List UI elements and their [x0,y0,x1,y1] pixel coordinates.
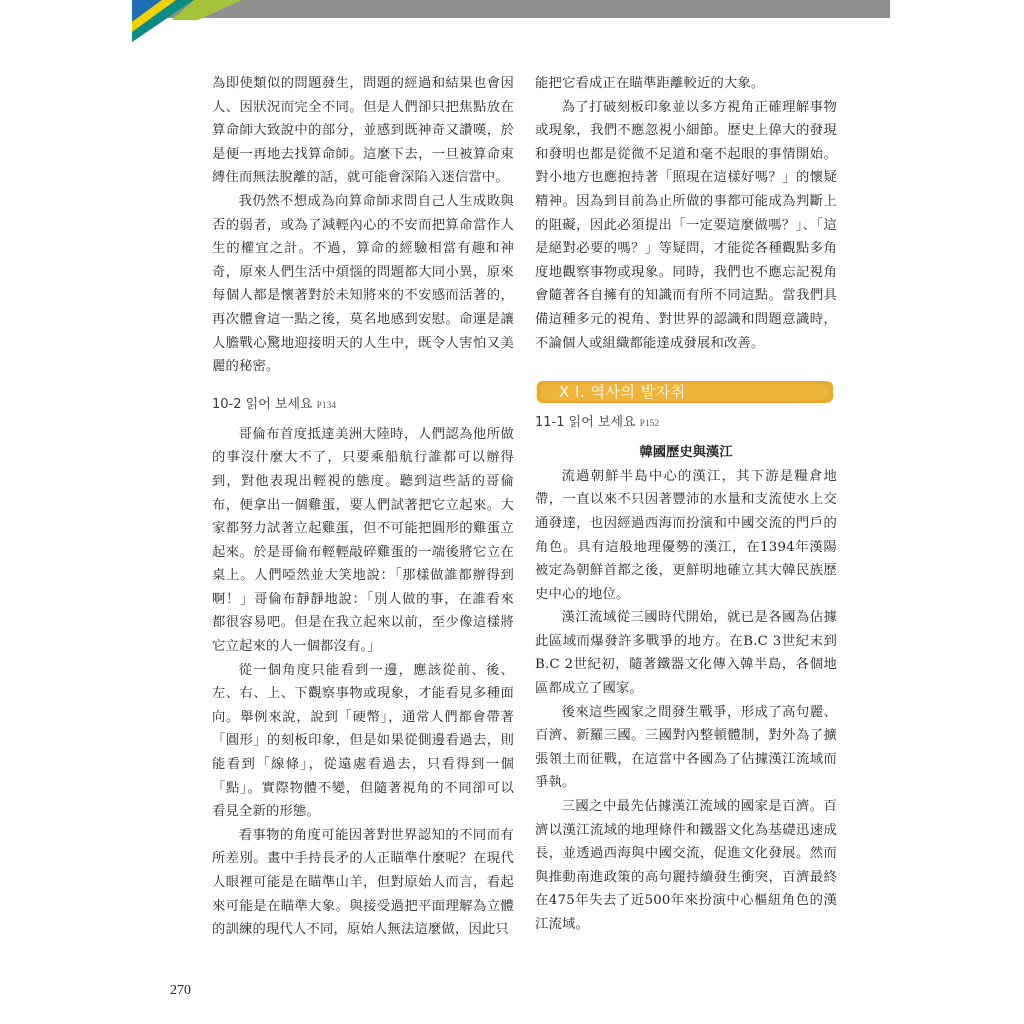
section-page-ref: P134 [316,400,337,411]
body-paragraph: 流過朝鮮半島中心的漢江，其下游是糧倉地帶，一直以來不只因著豐沛的水量和支流使水上交通發達，也因經過西海而扮演和中國交流的門戶的角色。具有這般地理優勢的漢江，在1394年漢陽被定為朝鮮首都之後，更鮮明地確立其大韓民族歷史中心的地位。 [535,468,837,602]
body-paragraph: 三國之中最先佔據漢江流域的國家是百濟。百濟以漢江流域的地理條件和鐵器文化為基礎迅速成長，並透過西海與中國交流，促進文化發展。然而與推動南進政策的高句麗持續發生衝突，百濟最終在475年失去了近500年來扮演中心樞紐角色的漢江流域。 [535,799,837,932]
body-paragraph: 為即使類似的問題發生，問題的經過和結果也會因人、因狀況而完全不同。但是人們卻只把焦點放在算命師大致說中的部分，並感到既神奇又讚嘆，於是便一再地去找算命師。這麼下去，一旦被算命束縛住而無法脫離的話，就可能會深陷入迷信當中。 [212,76,514,186]
section-heading [535,413,837,434]
chapter-title: X Ⅰ. 역사의 발자취 [559,383,686,402]
body-paragraph: 後來這些國家之間發生戰爭，形成了高句麗、百濟、新羅三國。三國對內整頓體制，對外為了擴張領土而征戰，在這當中各國為了佔據漢江流域而爭執。 [535,704,837,791]
page-number: 270 [170,983,191,998]
body-paragraph: 從一個角度只能看到一邊，應該從前、後、左、右、上、下觀察事物或現象，才能看見多種面向。舉例來說，說到「硬幣」，通常人們都會帶著「圓形」的刻板印象，但是如果從側邊看過去，則能看到「線條」，從遠處看過去，只看得到一個「點」。實際物體不變，但隨著視角的不同卻可以看見全新的形態。 [212,662,514,820]
body-paragraph: 漢江流域從三國時代開始，就已是各國為佔據此區域而爆發許多戰爭的地方。在B.C 3世紀末到B.C 2世紀初，隨著鐵器文化傳入韓半島，各個地區都成立了國家。 [535,610,837,697]
right-column [535,72,837,937]
section-page-ref: P152 [639,419,660,430]
chapter-banner [533,379,835,405]
section-title: 11-1 읽어 보세요 [535,415,636,431]
section-title: 10-2 읽어 보세요 [212,396,313,412]
section-heading [212,395,514,416]
left-column [212,72,514,942]
body-paragraph: 為了打破刻板印象並以多方視角正確理解事物或現象，我們不應忽視小細節。歷史上偉大的發現和發明也都是從微不足道和毫不起眼的事情開始。對小地方也應抱持著「照現在這樣好嗎？」的懷疑精神。因為到目前為止所做的事都可能成為判斷上的阻礙，因此必須提出「一定要這麼做嗎？」、「這是絕對必要的嗎？」等疑問，才能從各種觀點多角度地觀察事物或現象。同時，我們也不應忘記視角會隨著各自擁有的知識而有所不同這點。當我們具備這種多元的視角、對世界的認識和問題意識時，不論個人或組織都能達成發展和改善。 [535,99,837,351]
body-paragraph: 我仍然不想成為向算命師求問自己人生成敗與否的弱者，或為了減輕內心的不安而把算命當作人生的權宜之計。不過，算命的經驗相當有趣和神奇，原來人們生活中煩惱的問題都大同小異，原來每個人都是懷著對於未知將來的不安感而活著的，再次體會這一點之後，莫名地感到安慰。命運是讓人膽戰心驚地迎接明天的人生中，既令人害怕又美麗的秘密。 [212,193,514,375]
header-bar [132,0,890,18]
body-paragraph: 哥倫布首度抵達美洲大陸時，人們認為他所做的事沒什麼大不了，只要乘船航行誰都可以辦得到，對他表現出輕視的態度。聽到這些話的哥倫布，便拿出一個雞蛋，要人們試著把它立起來。大家都努力試著立起雞蛋，但不可能把圓形的雞蛋立起來。於是哥倫布輕輕敲碎雞蛋的一端後將它立在桌上。人們啞然並大笑地說：「那樣做誰都辦得到啊！」哥倫布靜靜地說：「別人做的事，在誰看來都很容易吧。但是在我立起來以前，至少像這樣將它立起來的人一個都沒有。」 [212,426,514,655]
article-title: 韓國歷史與漢江 [639,445,733,461]
body-paragraph: 能把它看成正在瞄準距離較近的大象。 [535,76,765,91]
body-paragraph: 看事物的角度可能因著對世界認知的不同而有所差別。畫中手持長矛的人正瞄準什麼呢？在現代人眼裡可能是在瞄準山羊，但對原始人而言，看起來可能是在瞄準大象。與接受過把平面理解為立體的訓練的現代人不同，原始人無法這麼做，因此只 [212,827,514,938]
corner-decoration [132,0,242,44]
